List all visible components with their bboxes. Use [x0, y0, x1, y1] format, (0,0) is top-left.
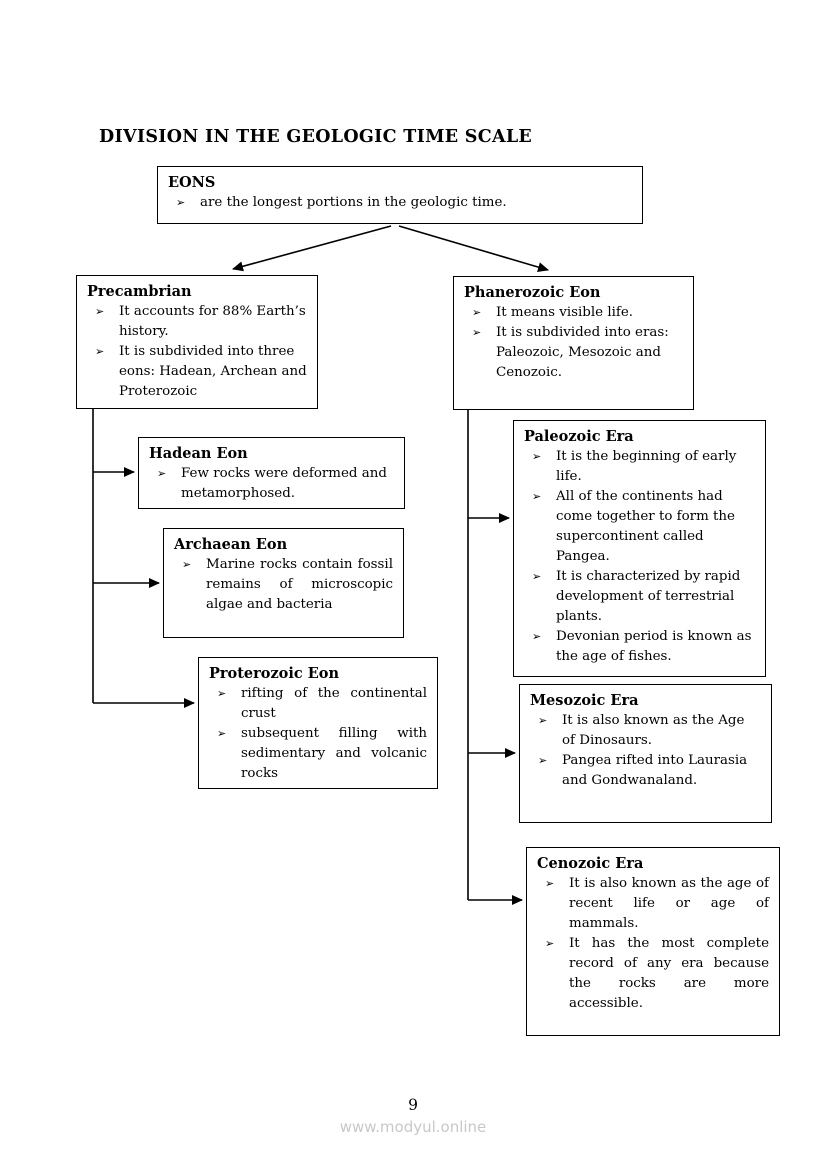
bullet-item: [530, 711, 761, 751]
bullet-text: Few rocks were deformed and metamorphosed.: [181, 466, 387, 501]
bullet-item: [464, 303, 683, 323]
bullet-item: [209, 684, 427, 724]
proterozoic-box-title: Proterozoic Eon: [209, 665, 340, 682]
bullet-text: It is characterized by rapid development of terrestrial plants.: [556, 569, 741, 624]
precambrian-box: [76, 275, 318, 409]
arrow-bullet-icon: ➢: [217, 727, 227, 740]
arrow-bullet-icon: ➢: [545, 937, 555, 950]
bullet-text: It means visible life.: [496, 305, 634, 320]
bullet-text: It is also known as the age of recent life or age of mammals.: [569, 876, 769, 931]
bullet-text: It is subdivided into eras: Paleozoic, Mesozoic and Cenozoic.: [496, 325, 669, 380]
cenozoic-box-title: Cenozoic Era: [537, 855, 644, 872]
phanerozoic-box-title: Phanerozoic Eon: [464, 284, 601, 301]
bullet-text: It is the beginning of early life.: [556, 449, 737, 484]
arrow-bullet-icon: ➢: [532, 630, 542, 643]
arrow-bullet-icon: ➢: [545, 877, 555, 890]
arrow-bullet-icon: ➢: [95, 305, 105, 318]
page-number: 9: [408, 1096, 418, 1114]
bullet-item: [524, 487, 755, 567]
bullet-item: [524, 627, 755, 667]
proterozoic-box: [198, 657, 438, 789]
arrow-bullet-icon: ➢: [182, 558, 192, 571]
eons-box-title: EONS: [168, 174, 216, 191]
arrow-bullet-icon: ➢: [95, 345, 105, 358]
arrow-bullet-icon: ➢: [538, 714, 548, 727]
bullet-item: [87, 342, 307, 402]
mesozoic-box-title: Mesozoic Era: [530, 692, 639, 709]
arrow-bullet-icon: ➢: [217, 687, 227, 700]
bullet-text: All of the continents had come together to form the supercontinent called Pangea.: [556, 489, 735, 564]
bullet-item: [168, 193, 632, 213]
bullet-item: [174, 555, 393, 615]
bullet-text: are the longest portions in the geologic time.: [200, 195, 507, 210]
bullet-text: It is also known as the Age of Dinosaurs.: [562, 713, 745, 748]
arrow-bullet-icon: ➢: [472, 326, 482, 339]
arrow-bullet-icon: ➢: [532, 570, 542, 583]
eons-box: [157, 166, 643, 224]
arrow-bullet-icon: ➢: [157, 467, 167, 480]
bullet-text: Pangea rifted into Laurasia and Gondwanaland.: [562, 753, 748, 788]
arrow-bullet-icon: ➢: [472, 306, 482, 319]
bullet-item: [464, 323, 683, 383]
hadean-box-title: Hadean Eon: [149, 445, 248, 462]
phanerozoic-box: [453, 276, 694, 410]
arrow-eons-to-precambrian-icon: [233, 226, 391, 269]
bullet-text: It accounts for 88% Earth’s history.: [119, 304, 306, 339]
precambrian-box-title: Precambrian: [87, 283, 192, 300]
page-title: DIVISION IN THE GEOLOGIC TIME SCALE: [99, 127, 533, 147]
bullet-item: [149, 464, 394, 504]
bullet-item: [524, 567, 755, 627]
cenozoic-box: [526, 847, 780, 1036]
bullet-text: Marine rocks contain fossil remains of microscopic algae and bacteria: [206, 557, 393, 612]
arrow-bullet-icon: ➢: [538, 754, 548, 767]
bullet-text: rifting of the continental crust: [241, 686, 427, 721]
paleozoic-box: [513, 420, 766, 677]
bullet-item: [537, 934, 769, 1014]
bullet-text: subsequent filling with sedimentary and volcanic rocks: [241, 726, 427, 781]
bullet-item: [87, 302, 307, 342]
hadean-box: [138, 437, 405, 509]
bullet-item: [524, 447, 755, 487]
paleozoic-box-title: Paleozoic Era: [524, 428, 634, 445]
arrow-eons-to-phanerozoic-icon: [399, 226, 548, 270]
arrow-bullet-icon: ➢: [532, 490, 542, 503]
bullet-text: Devonian period is known as the age of fishes.: [556, 629, 752, 664]
watermark-text: www.modyul.online: [339, 1118, 487, 1136]
mesozoic-box: [519, 684, 772, 823]
archaean-box-title: Archaean Eon: [174, 536, 288, 553]
bullet-text: It has the most complete record of any era because the rocks are more accessible.: [569, 936, 769, 1011]
bullet-text: It is subdivided into three eons: Hadean, Archean and Proterozoic: [119, 344, 307, 399]
arrow-bullet-icon: ➢: [176, 196, 186, 209]
arrow-bullet-icon: ➢: [532, 450, 542, 463]
bullet-item: [537, 874, 769, 934]
archaean-box: [163, 528, 404, 638]
bullet-item: [530, 751, 761, 791]
bullet-item: [209, 724, 427, 784]
